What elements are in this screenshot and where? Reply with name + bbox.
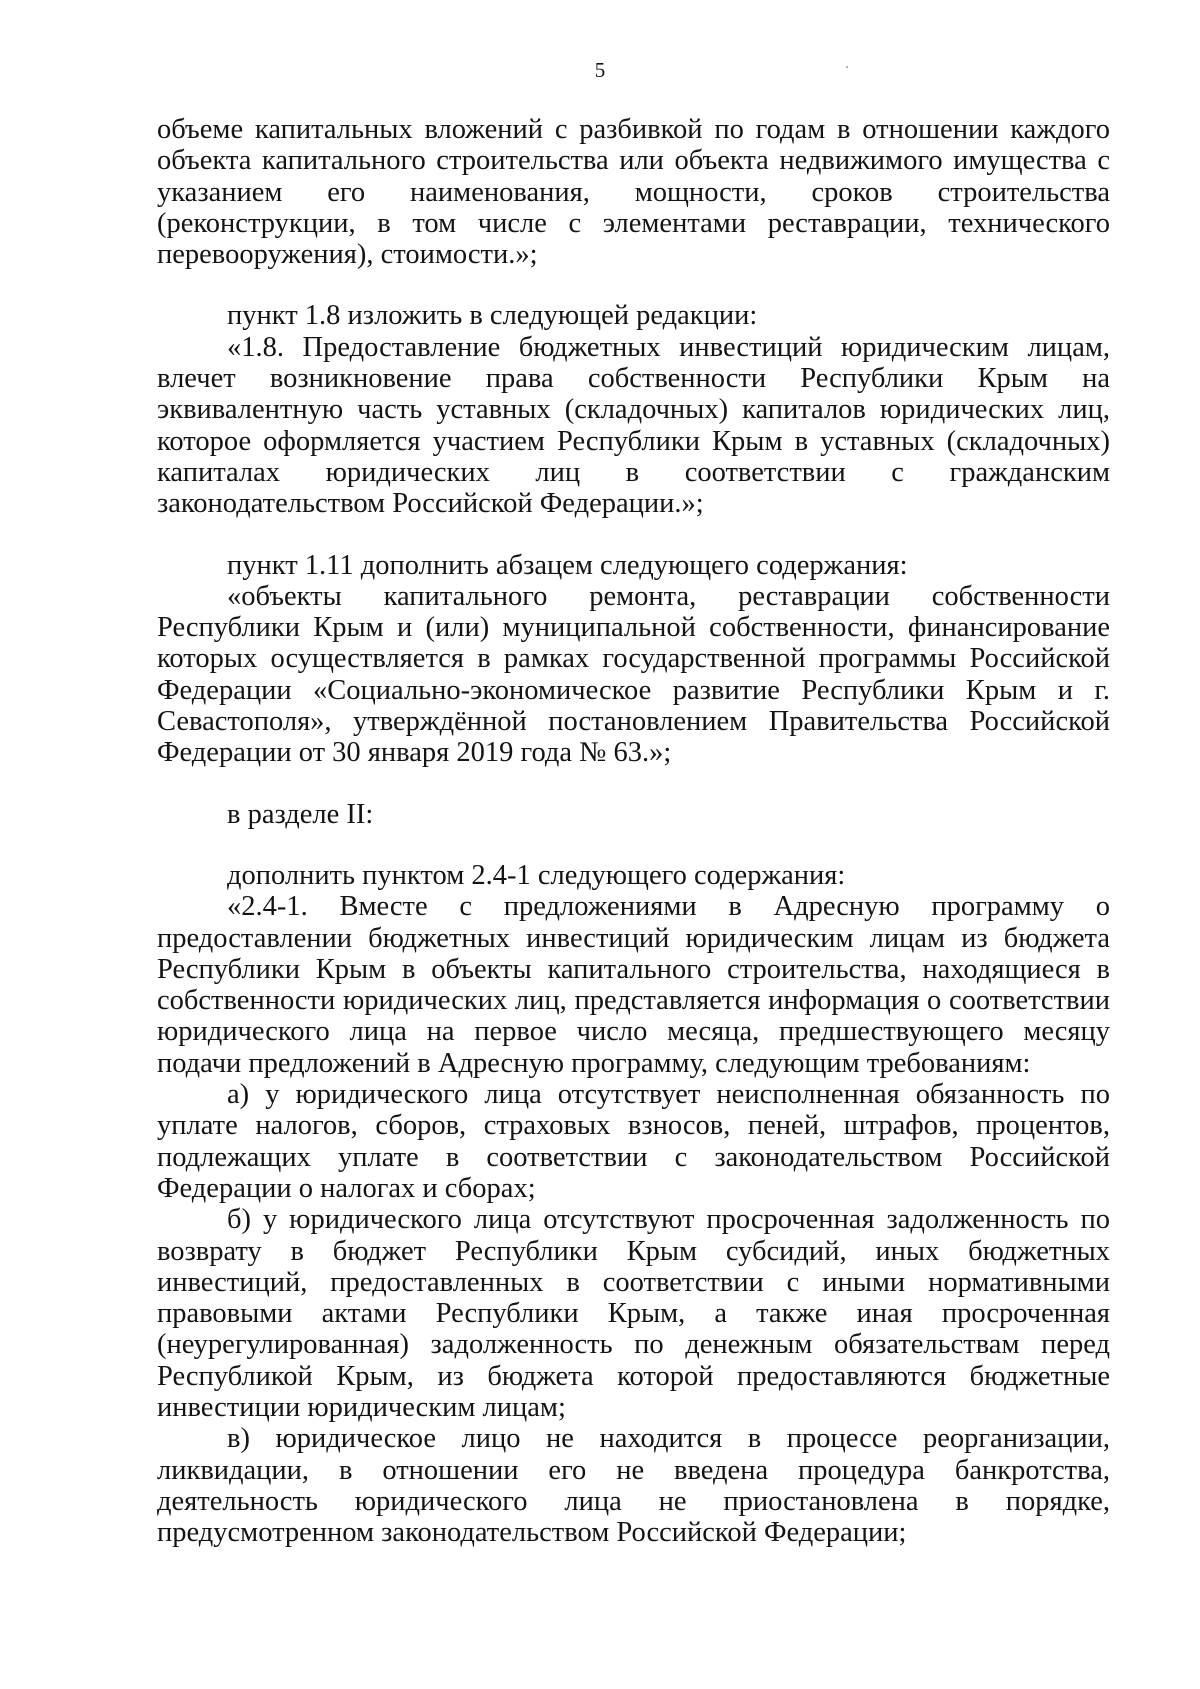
paragraph-capital-investment-tail: объеме капитальных вложений с разбивкой по годам в отношении каждого объекта капитального строительства или объекта недвижимого имущества с указанием его наименования, мощности, сроков строительства (реконструкции, в том числе с элементами реставрации, технического перевооружения), стоимости.»; [157, 114, 1110, 271]
paragraph-amend-1-8-intro: пункт 1.8 изложить в следующей редакции: [227, 300, 758, 332]
scan-speck [846, 66, 848, 68]
paragraph-clause-2-4-1: «2.4-1. Вместе с предложениями в Адресную программу о предоставлении бюджетных инвестиций юридическим лицам из бюджета Республики Крым в объекты капитального строительства, находящиеся в собственности юридических лиц, представляется информация о соответствии юридического лица на первое число месяца, предшествующего месяцу подачи предложений в Адресную программу, следующим требованиям: [157, 891, 1110, 1079]
paragraph-amend-1-11-intro: пункт 1.11 дополнить абзацем следующего содержания: [227, 549, 908, 581]
paragraph-requirement-a: а) у юридического лица отсутствует неисполненная обязанность по уплате налогов, сборов, страховых взносов, пеней, штрафов, процентов, подлежащих уплате в соответствии с законодательством Российской Федерации о налогах и сборах; [157, 1079, 1110, 1204]
paragraph-requirement-v: в) юридическое лицо не находится в процессе реорганизации, ликвидации, в отношении его не введена процедура банкротства, деятельность юридического лица не приостановлена в порядке, предусмотренном законодательством Российской Федерации; [157, 1423, 1110, 1549]
paragraph-clause-1-11-addition: «объекты капитального ремонта, реставрации собственности Республики Крым и (или) муниципальной собственности, финансирование которых осуществляется в рамках государственной программы Российской Федерации «Социально-экономическое развитие Республики Крым и г. Севастополя», утверждённой постановлением Правительства Российской Федерации от 30 января 2019 года № 63.»; [157, 580, 1110, 769]
paragraph-requirement-b: б) у юридического лица отсутствуют просроченная задолженность по возврату в бюджет Республики Крым субсидий, иных бюджетных инвестиций, предоставленных в соответствии с иными нормативными правовыми актами Республики Крым, а также иная просроченная (неурегулированная) задолженность по денежным обязательствам перед Республикой Крым, из бюджета которой предоставляются бюджетные инвестиции юридическим лицам; [157, 1204, 1110, 1423]
paragraph-amend-2-4-1-intro: дополнить пунктом 2.4-1 следующего содержания: [227, 859, 846, 891]
paragraph-clause-1-8: «1.8. Предоставление бюджетных инвестиций юридическим лицам, влечет возникновение права собственности Республики Крым на эквивалентную часть уставных (складочных) капиталов юридических лиц, которое оформляется участием Республики Крым в уставных (складочных) капиталах юридических лиц в соответствии с гражданским законодательством Российской Федерации.»; [157, 331, 1110, 520]
page-number: 5 [594, 58, 606, 82]
document-body [157, 114, 1110, 1548]
paragraph-section-ii: в разделе II: [227, 798, 374, 830]
